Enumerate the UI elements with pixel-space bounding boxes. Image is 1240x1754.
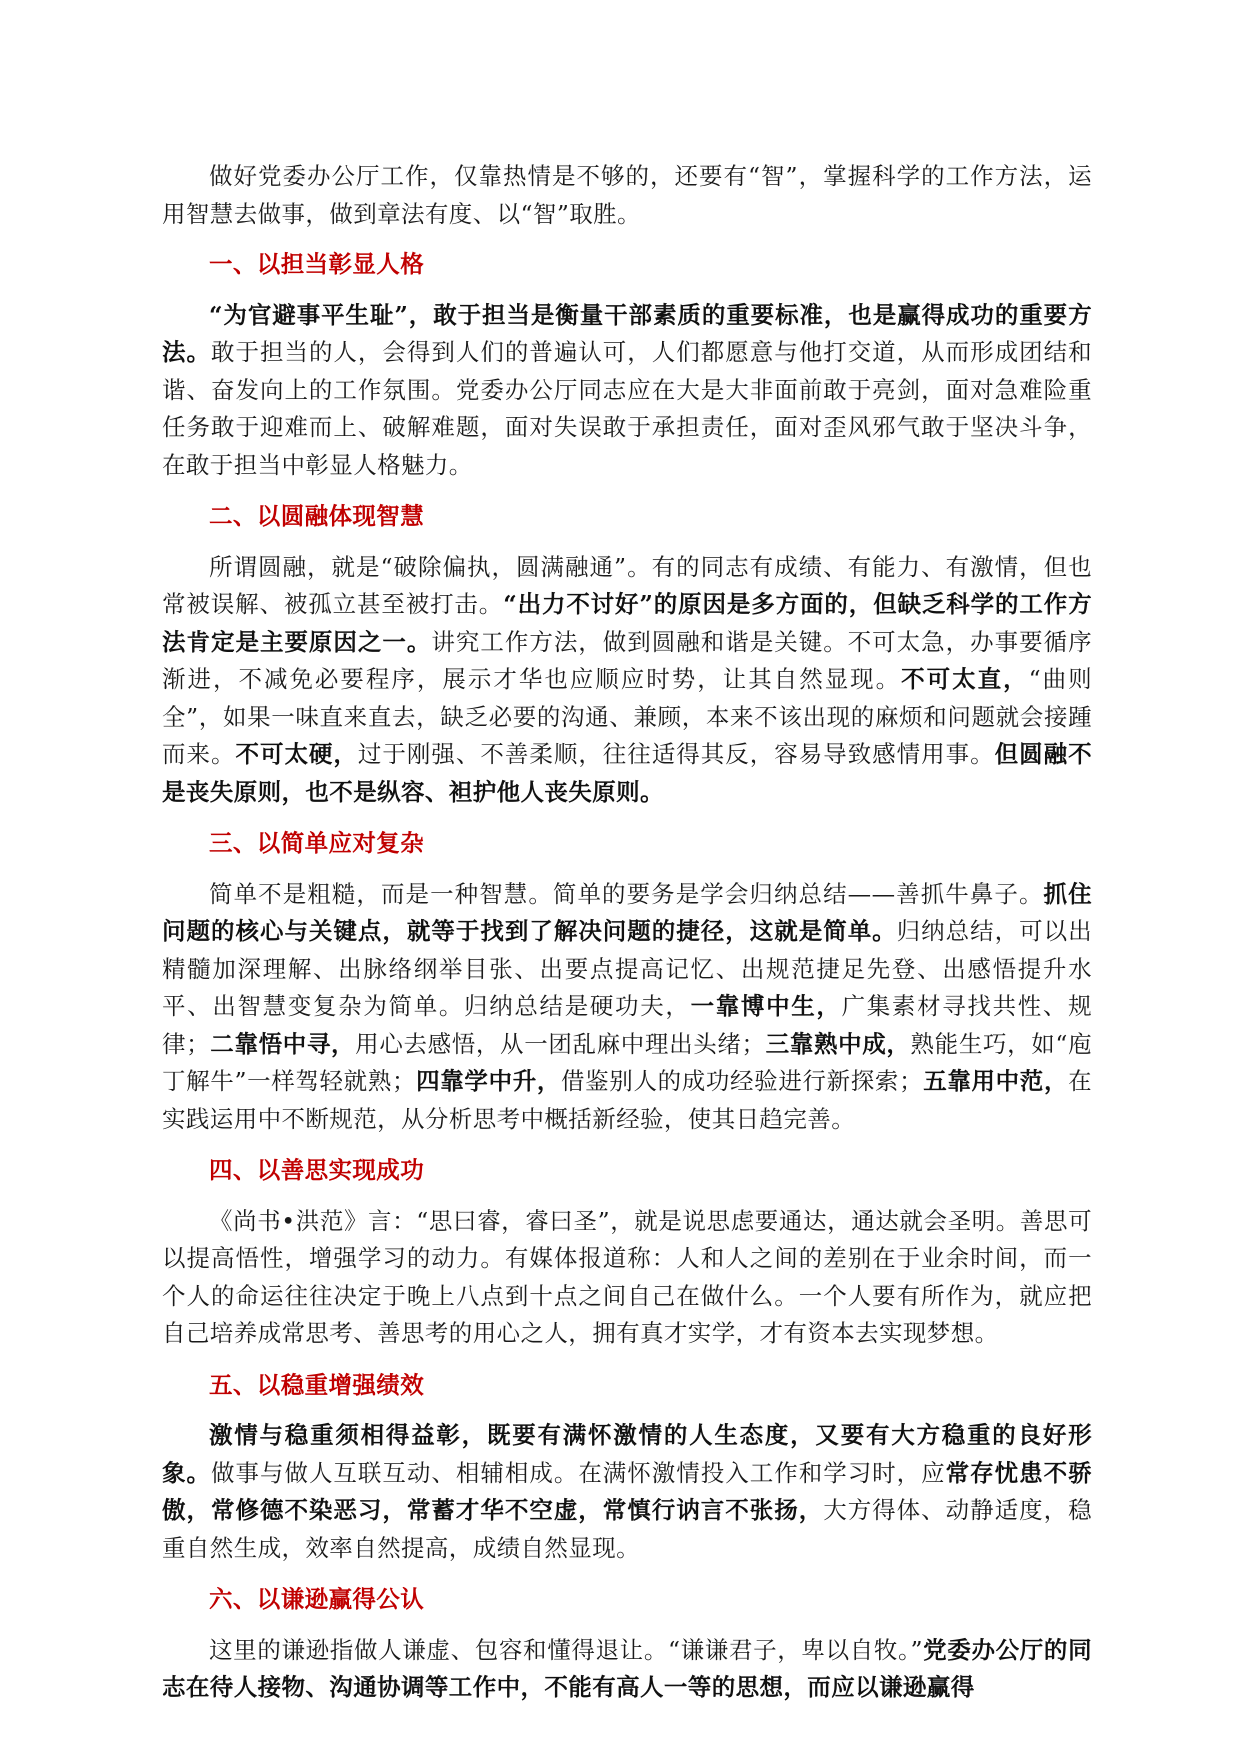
text-run: 熟能生巧，如“庖丁解牛”一样驾轻就熟； [162,1029,1092,1095]
section-paragraph [162,297,1092,485]
text-run: 这里的谦逊指做人谦虚、包容和懂得退让。“谦谦君子，卑以自牧。” [209,1635,923,1664]
text-run: 讲究工作方法，做到圆融和谐是关键。不可太急，办事要循序渐进，不减免必要程序，展示才华也应顺应时势，让其自然显现。 [162,627,1092,693]
text-run: 在实践运用中不断规范，从分析思考中概括新经验，使其日趋完善。 [162,1067,1092,1133]
text-run: 借鉴别人的成功经验进行新探索； [561,1067,923,1095]
bold-text-run: 抓住问题的核心与关键点，就等于找到了解决问题的捷径，这就是简单。 [162,879,1092,945]
section-heading: 三、以简单应对复杂 [209,829,425,857]
section-heading: 一、以担当彰显人格 [209,250,425,278]
section-paragraph [162,549,1092,812]
bold-text-run: 常存忧患不骄傲，常修德不染恶习，常蓄才华不空虚，常慎行讷言不张扬， [162,1458,1092,1524]
section-paragraph [162,1203,1092,1353]
bold-text-run: “出力不讨好”的原因是多方面的，但缺乏科学的工作方法肯定是主要原因之一。 [162,590,1092,656]
text-run: 所谓圆融，就是“破除偏执，圆满融通”。有的同志有成绩、有能力、有激情，但也常被误解、被孤立甚至被打击。 [162,552,1092,618]
text-run: 简单不是粗糙，而是一种智慧。简单的要务是学会归纳总结——善抓牛鼻子。 [209,879,1044,908]
sections-container [162,246,1092,1707]
text-run: 归纳总结，可以出精髓加深理解、出脉络纲举目张、出要点提高记忆、出规范捷足先登、出感悟提升水平、出智慧变复杂为简单。归纳总结是硬功夫， [162,917,1092,1020]
section-heading: 四、以善思实现成功 [209,1156,425,1184]
bold-text-run: 二靠悟中寻， [210,1029,356,1058]
text-run: “曲则全”，如果一味直来直去，缺乏必要的沟通、兼顾，本来不该出现的麻烦和问题就会接踵而来。 [162,665,1092,768]
intro-paragraph: 做好党委办公厅工作，仅靠热情是不够的，还要有“智”，掌握科学的工作方法，运用智慧去做事，做到章法有度、以“智”取胜。 [162,162,1092,228]
section-paragraph [162,1417,1092,1567]
bold-text-run: 四靠学中升， [415,1067,562,1095]
bold-text-run: 五靠用中范， [922,1067,1069,1095]
section-heading: 六、以谦逊赢得公认 [209,1585,425,1613]
document-page [162,158,1092,1707]
text-run: 《尚书•洪范》言：“思曰睿，睿曰圣”，就是说思虑要通达，通达就会圣明。善思可以提高悟性，增强学习的动力。有媒体报道称：人和人之间的差别在于业余时间，而一个人的命运往往决定于晚上八点到十点之间自己在做什么。一个人要有所作为，就应把自己培养成常思考、善思考的用心之人，拥有真才实学，才有资本去实现梦想。 [162,1206,1092,1347]
section-heading: 五、以稳重增强绩效 [209,1370,425,1399]
text-run: 敢于担当的人，会得到人们的普遍认可，人们都愿意与他打交道，从而形成团结和谐、奋发向上的工作氛围。党委办公厅同志应在大是大非面前敢于亮剑，面对急难险重任务敢于迎难而上、破解难题，面对失误敢于承担责任，面对歪风邪气敢于坚决斗争，在敢于担当中彰显人格魅力。 [162,338,1092,479]
bold-text-run: 一靠博中生， [690,992,842,1020]
section-heading: 二、以圆融体现智慧 [209,502,425,530]
bold-text-run: 激情与稳重须相得益彰，既要有满怀激情的人生态度，又要有大方稳重的良好形象。 [162,1421,1092,1487]
text-run: 大方得体、动静适度，稳重自然生成，效率自然提高，成绩自然显现。 [162,1496,1092,1562]
bold-text-run: 不可太硬， [235,740,358,768]
text-run: 过于刚强、不善柔顺，往往适得其反，容易导致感情用事。 [357,740,995,768]
bold-text-run: 党委办公厅的同志在待人接物、沟通协调等工作中，不能有高人一等的思想，而应以谦逊赢得 [162,1635,1092,1701]
section-paragraph [162,1632,1092,1707]
bold-text-run: “为官避事平生耻”，敢于担当是衡量干部素质的重要标准，也是赢得成功的重要方法。 [162,300,1092,366]
bold-text-run: 不可太直， [901,665,1029,693]
text-run: 广集素材寻找共性、规律； [162,992,1092,1058]
section-paragraph [162,876,1092,1139]
text-run: 用心去感悟，从一团乱麻中理出头绪； [355,1029,766,1058]
bold-text-run: 但圆融不是丧失原则，也不是纵容、袒护他人丧失原则。 [162,740,1093,806]
text-run: 做事与做人互联互动、相辅相成。在满怀激情投入工作和学习时，应 [210,1458,946,1487]
bold-text-run: 三靠熟中成， [765,1029,911,1058]
